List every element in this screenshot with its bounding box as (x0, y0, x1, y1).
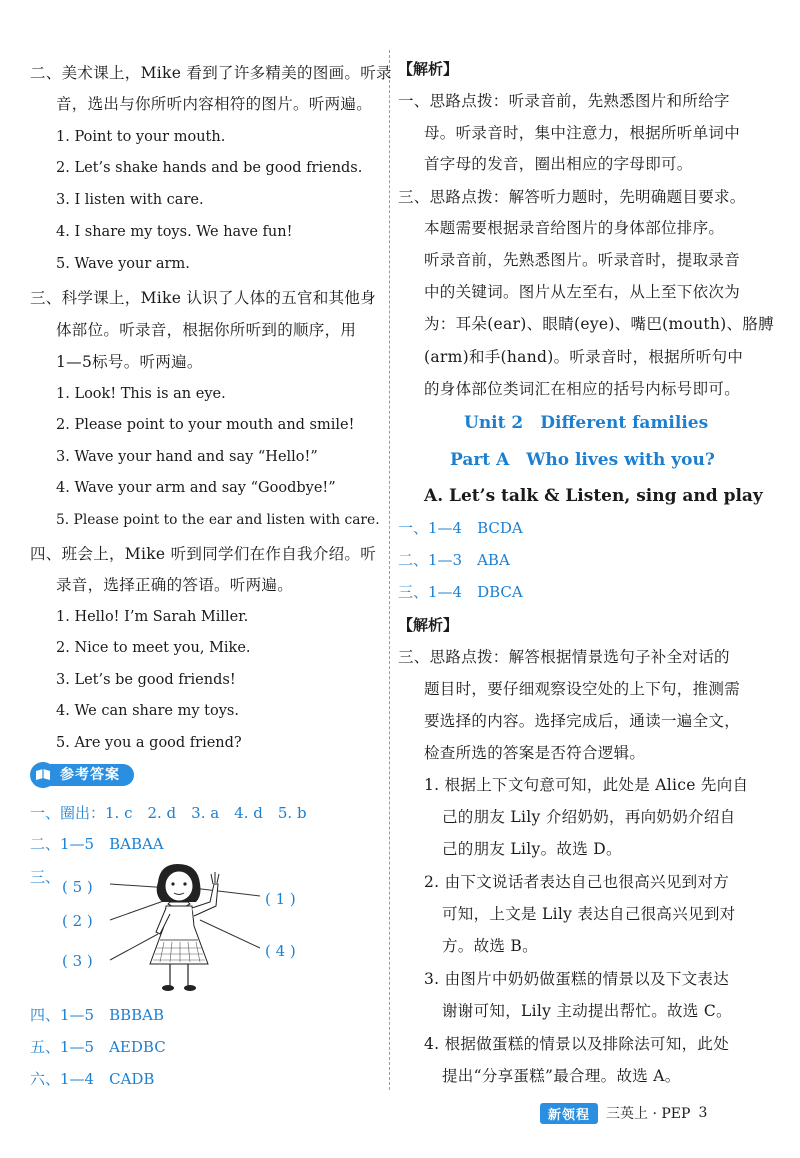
column-divider (389, 50, 390, 1090)
brand-logo: 新领程 (540, 1103, 598, 1124)
page-number: 3 (698, 1105, 708, 1121)
section-3-item: 2. Please point to your mouth and smile! (56, 417, 355, 433)
section-3-title-line-1: 三、科学课上，Mike 认识了人体的五官和其他身 (30, 289, 377, 307)
section-4-item: 4. We can share my toys. (56, 703, 239, 719)
part-answer: 二、1—3 ABA (398, 551, 510, 569)
part-title: Part A Who lives with you? (450, 450, 715, 470)
section-2-item: 2. Let’s shake hands and be good friends. (56, 160, 363, 176)
analysis-item-line: 4. 根据做蛋糕的情景以及排除法可知，此处 (424, 1035, 730, 1053)
book-icon (30, 762, 56, 788)
section-4-item: 1. Hello! I’m Sarah Miller. (56, 609, 249, 625)
answer-6: 六、1—4 CADB (30, 1070, 155, 1088)
section-4-title-line-1: 四、班会上，Mike 听到同学们在作自我介绍。听 (30, 545, 377, 563)
analysis-1-line: 一、思路点拨：听录音前，先熟悉图片和所给字 (398, 92, 730, 110)
analysis-item-line: 己的朋友 Lily 介绍奶奶，再向奶奶介绍自 (442, 808, 736, 826)
analysis-heading: 【解析】 (398, 616, 459, 634)
answers-badge-label: 参考答案 (46, 764, 134, 786)
figure-label-hand: ( 1 ) (265, 890, 296, 908)
analysis-dialogue-line: 三、思路点拨：解答根据情景选句子补全对话的 (398, 648, 730, 666)
analysis-1-line: 首字母的发音，圈出相应的字母即可。 (424, 155, 693, 173)
analysis-3-line: 三、思路点拨：解答听力题时，先明确题目要求。 (398, 188, 746, 206)
analysis-3-line: 听录音前，先熟悉图片。听录音时，提取录音 (424, 251, 741, 269)
section-4-item: 5. Are you a good friend? (56, 735, 242, 751)
analysis-3-line: 中的关键词。图片从左至右，从上至下依次为 (424, 283, 741, 301)
analysis-3-line: (arm)和手(hand)。听录音时，根据所听句中 (424, 348, 744, 366)
answer-1: 一、圈出：1. c 2. d 3. a 4. d 5. b (30, 804, 307, 822)
analysis-item-line: 谢谢可知，Lily 主动提出帮忙。故选 C。 (442, 1002, 732, 1020)
section-2-item: 3. I listen with care. (56, 192, 204, 208)
section-4-item: 2. Nice to meet you, Mike. (56, 640, 251, 656)
analysis-item-line: 己的朋友 Lily。故选 D。 (442, 840, 622, 858)
page-footer (540, 1102, 707, 1124)
figure-label-mouth: ( 3 ) (62, 952, 93, 970)
answer-2: 二、1—5 BABAA (30, 835, 164, 853)
section-3-item: 3. Wave your hand and say “Hello!” (56, 449, 318, 465)
section-2-item: 4. I share my toys. We have fun! (56, 224, 293, 240)
section-3-title-line-2: 体部位。听录音，根据你所听到的顺序，用 (56, 321, 357, 339)
figure-label-arm: ( 4 ) (265, 942, 296, 960)
analysis-dialogue-line: 检查所选的答案是否符合逻辑。 (424, 744, 646, 762)
section-3-item: 1. Look! This is an eye. (56, 386, 226, 402)
section-2-title-line-1: 二、美术课上，Mike 看到了许多精美的图画。听录 (30, 64, 392, 82)
analysis-1-line: 母。听录音时，集中注意力，根据所听单词中 (424, 124, 741, 142)
analysis-dialogue-line: 题目时，要仔细观察设空处的上下句，推测需 (424, 680, 741, 698)
figure-label-eye: ( 2 ) (62, 912, 93, 930)
analysis-3-line: 本题需要根据录音给图片的身体部位排序。 (424, 219, 725, 237)
analysis-item-line: 方。故选 B。 (442, 937, 538, 955)
section-title: A. Let’s talk & Listen, sing and play (424, 486, 763, 506)
section-4-title-line-2: 录音，选择正确的答语。听两遍。 (56, 576, 294, 594)
part-answer: 三、1—4 DBCA (398, 583, 523, 601)
analysis-item-line: 2. 由下文说话者表达自己也很高兴见到对方 (424, 873, 730, 891)
section-3-item: 5. Please point to the ear and listen with care. (56, 512, 380, 528)
analysis-3-line: 为：耳朵(ear)、眼睛(eye)、嘴巴(mouth)、胳膊 (424, 315, 774, 333)
analysis-item-line: 提出“分享蛋糕”最合理。故选 A。 (442, 1067, 681, 1085)
answer-3-prefix: 三、 (30, 868, 61, 886)
analysis-3-line: 的身体部位类词汇在相应的括号内标号即可。 (424, 380, 741, 398)
section-3-item: 4. Wave your arm and say “Goodbye!” (56, 480, 336, 496)
section-2-item: 5. Wave your arm. (56, 256, 190, 272)
answer-5: 五、1—5 AEDBC (30, 1038, 166, 1056)
section-2-item: 1. Point to your mouth. (56, 129, 226, 145)
section-2-title-line-2: 音，选出与你所听内容相符的图片。听两遍。 (56, 95, 373, 113)
analysis-item-line: 1. 根据上下文句意可知，此处是 Alice 先向自 (424, 776, 749, 794)
analysis-heading: 【解析】 (398, 60, 459, 78)
section-4-item: 3. Let’s be good friends! (56, 672, 236, 688)
answers-badge (30, 762, 134, 788)
section-3-title-line-3: 1—5标号。听两遍。 (56, 353, 203, 371)
unit-title: Unit 2 Different families (464, 413, 709, 433)
figure-label-ear: ( 5 ) (62, 878, 93, 896)
analysis-dialogue-line: 要选择的内容。选择完成后，通读一遍全文， (424, 712, 741, 730)
answer-4: 四、1—5 BBBAB (30, 1006, 165, 1024)
analysis-item-line: 3. 由图片中奶奶做蛋糕的情景以及下文表达 (424, 970, 730, 988)
part-answer: 一、1—4 BCDA (398, 519, 523, 537)
footer-text: 三英上 · PEP (606, 1106, 691, 1122)
body-parts-figure (60, 862, 320, 997)
analysis-item-line: 可知，上文是 Lily 表达自己很高兴见到对 (442, 905, 736, 923)
